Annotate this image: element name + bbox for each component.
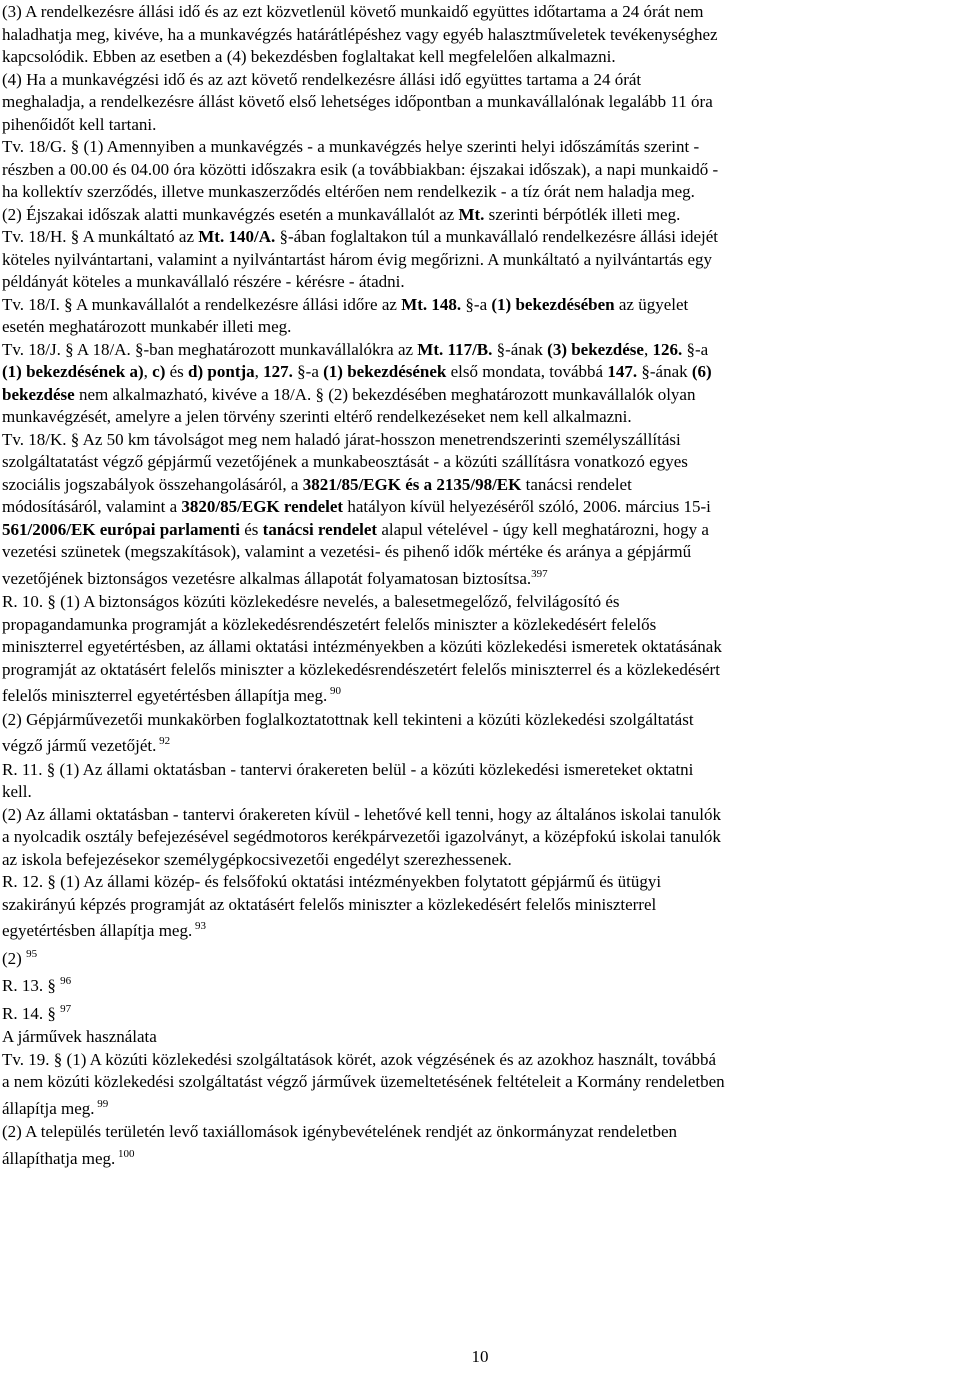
text-segment: §-ában foglaltakon túl a munkavállaló rendelkezésre állási idejét [275,227,718,246]
footnote-reference: 92 [156,735,171,747]
text-segment: az ügyelet [614,294,689,314]
text-segment: kell. [2,782,32,801]
text-segment: állapítja meg. [2,1098,95,1118]
footnote-reference: 96 [60,975,72,987]
text-segment: nem alkalmazható, kivéve a 18/A. § (2) bekezdésében meghatározott munkavállalók olyan [74,384,696,404]
text-segment: hatályon kívül helyezéséről szóló, 2006. március 15-i [343,497,711,516]
text-segment: köteles nyilvántartani, valamint a nyilvántartást három évig megőrizni. A munkáltató a nyilvántartás egy [2,249,713,269]
footnote-reference: 95 [26,947,38,960]
text-segment: pihenőidőt kell tartani. [2,114,157,134]
text-segment: R. 12. § (1) Az állami közép- és felsőfokú oktatási intézményekben folytatott gépjármű és ütügyi [2,872,662,891]
text-line [2,91,956,114]
text-segment: szolgáltatatást végző gépjármű vezetőjének a munkabeosztását - a közúti szállításra vonatkozó egyes [2,452,688,471]
text-segment: (3) A rendelkezésre állási idő és az ezt közvetlenül követő munkaidő együttes időtartama a 24 órát nem [2,2,704,21]
text-segment: vezetőjének biztonságos vezetésre alkalmas állapotát folyamatosan biztosítsa. [2,568,532,588]
bold-text-segment: 3820/85/EGK rendelet [181,497,344,516]
text-line [2,659,956,682]
text-line [2,681,956,709]
bold-text-segment: (6) [691,362,712,381]
text-segment: szerinti bérpótlék illeti meg. [484,204,681,224]
text-line [2,564,956,592]
text-segment: felelős miniszterrel egyetértésben állapítja meg. [2,686,328,705]
document-body [2,1,956,1171]
text-segment: Tv. 18/H. § A munkáltató az [2,227,199,246]
text-line [2,871,956,894]
text-segment: állapíthatja meg. [2,1148,116,1168]
bold-text-segment: (1) bekezdésének a) [2,362,144,381]
text-line [2,944,956,972]
text-segment: programját az oktatásért felelős miniszter a közlekedésrendészetért felelős miniszterrel és a közlekedésért [2,659,720,679]
footnote-reference: 397 [531,567,548,580]
text-line [2,1026,956,1049]
text-line [2,971,956,999]
text-line [2,384,956,407]
text-line [2,429,956,452]
bold-text-segment: Mt. 148. [401,294,462,314]
text-line [2,1049,956,1072]
text-line [2,69,956,92]
text-segment: (4) Ha a munkavégzési idő és az azt követő rendelkezésre állási idő együttes tartama a 24 órát [2,69,642,89]
text-segment: Tv. 18/G. § (1) Amennyiben a munkavégzés - a munkavégzés helye szerinti helyi időszámítás szerint - [2,137,700,156]
text-segment: módosításáról, valamint a [2,497,182,516]
text-line [2,1121,956,1144]
text-segment: §-ának [637,362,692,381]
text-segment: R. 10. § (1) A biztonságos közúti közlekedésre nevelés, a balesetmegelőző, felvilágosító és [2,592,620,611]
text-segment: A járművek használata [2,1027,157,1046]
footnote-reference: 99 [94,1097,109,1110]
text-segment: szakirányú képzés programját az oktatásért felelős miniszter a közlekedésért felelős miniszterrel [2,894,657,914]
text-segment: , [254,362,264,381]
text-segment: R. 13. § [2,976,61,995]
text-segment: az iskola befejezésekor személygépkocsivezetői engedélyt szerezhessenek. [2,849,512,869]
text-line [2,999,956,1027]
text-line [2,1144,956,1172]
bold-text-segment: d) pontja [188,362,255,381]
text-segment: §-ának [492,339,548,359]
bold-text-segment: (1) bekezdésében [491,294,615,314]
bold-text-segment: 561/2006/EK európai parlamenti [2,519,240,539]
text-line [2,24,956,47]
text-segment: tanácsi rendelet [521,474,632,494]
text-segment: esetén meghatározott munkabér illeti meg. [2,317,292,336]
bold-text-segment: 147. [607,362,638,381]
text-line [2,114,956,137]
footnote-reference: 100 [115,1147,135,1160]
bold-text-segment: Mt. 140/A. [198,227,276,246]
bold-text-segment: bekezdése [2,384,75,404]
text-segment: a nyolcadik osztály befejezésével segédmotoros kerékpárvezetői igazolványt, a középfokú iskolai tanulók [2,827,721,846]
text-segment: első mondata, továbbá [446,362,608,381]
text-segment: vezetési szünetek (megszakítások), valamint a vezetési- és pihenő idők mértéke és aránya a gépjármű [2,542,692,561]
text-line [2,636,956,659]
text-line [2,204,956,227]
footnote-reference: 93 [192,920,206,932]
footnote-reference: 97 [60,1002,72,1015]
text-segment: és [240,519,263,539]
text-line [2,316,956,339]
text-line [2,591,956,614]
bold-text-segment: (3) bekezdése [547,339,644,359]
text-line [2,519,956,542]
text-line [2,249,956,272]
text-line [2,339,956,362]
text-line [2,541,956,564]
text-segment: §-a [461,294,492,314]
text-segment: szociális jogszabályok összehangolásáról, a [2,474,303,494]
bold-text-segment: 3821/85/EGK és a 2135/98/EK [302,474,522,494]
text-segment: propagandamunka programját a közlekedésrendészetért felelős miniszter a közlekedésért felelős [2,614,657,634]
text-line [2,614,956,637]
text-segment: (2) Gépjárművezetői munkakörben foglalkoztatottnak kell tekinteni a közúti közlekedési szolgáltatást [2,709,694,729]
text-segment: kapcsolódik. Ebben az esetben a (4) bekezdésben foglaltakat kell megfelelően alkalmazni. [2,47,616,66]
text-segment: Tv. 18/I. § A munkavállalót a rendelkezésre állási időre az [2,294,402,314]
bold-text-segment: (1) bekezdésének [323,362,447,381]
page-number: 10 [471,1347,489,1366]
text-segment: miniszterrel egyetértésben, az állami oktatási intézményekben a közúti közlekedési ismeretek oktatásának [2,637,722,656]
text-segment: munkavégzését, amelyre a jelen törvény szerinti eltérő rendelkezéseket nem kell alkalmazni. [2,407,632,426]
text-line [2,496,956,519]
footnote-reference: 90 [327,685,341,697]
text-line [2,1,956,24]
text-line [2,709,956,732]
text-segment: (2) A település területén levő taxiállomások igénybevételének rendjét az önkormányzat rendeletben [2,1122,678,1141]
text-line [2,294,956,317]
text-segment: ha kollektív szerződés, illetve munkaszerződés eltérően nem rendelkezik - a tíz órát nem haladja meg. [2,182,695,201]
text-line [2,781,956,804]
text-segment: alapul vételével - úgy kell meghatározni, hogy a [377,519,709,539]
text-line [2,731,956,759]
text-line [2,804,956,827]
text-line [2,916,956,944]
bold-text-segment: Mt. [458,204,485,224]
bold-text-segment: 126. [652,339,683,359]
text-segment: Tv. 19. § (1) A közúti közlekedési szolgáltatások körét, azok végzésének és az azokhoz használt, továbbá [2,1049,717,1069]
bold-text-segment: c) [152,362,166,381]
text-segment: R. 14. § [2,1003,61,1023]
text-segment: , [143,362,153,381]
bold-text-segment: Mt. 117/B. [417,339,493,359]
text-line [2,406,956,429]
text-line [2,46,956,69]
text-line [2,894,956,917]
text-line [2,136,956,159]
text-segment: (2) Éjszakai időszak alatti munkavégzés esetén a munkavállalót az [2,204,459,224]
bold-text-segment: tanácsi rendelet [262,519,378,539]
text-line [2,226,956,249]
text-segment: , [643,339,653,359]
text-segment: haladhatja meg, kivéve, ha a munkavégzés határátlépéshez vagy egyéb halasztműveletek tevékenységhez [2,24,718,44]
text-segment: a nem közúti közlekedési szolgáltatást végző járművek üzemeltetésének feltételeit a Kormány rendeletben [2,1072,725,1091]
text-line [2,826,956,849]
text-segment: §-a [292,362,324,381]
text-segment: (2) Az állami oktatásban - tantervi órakereten kívül - lehetővé kell tenni, hogy az általános iskolai tanulók [2,804,721,824]
text-segment: részben a 00.00 és 04.00 óra közötti időszakra esik (a továbbiakban: éjszakai időszak), a napi munkaidő - [2,159,719,179]
text-line [2,451,956,474]
bold-text-segment: 127. [263,362,293,381]
text-segment: R. 11. § (1) Az állami oktatásban - tantervi órakereten belül - a közúti közlekedési ismereteket oktatni [2,759,694,779]
text-line [2,159,956,182]
text-line [2,271,956,294]
text-segment: §-a [682,339,709,359]
text-line [2,181,956,204]
text-line [2,1094,956,1122]
text-segment: végző jármű vezetőjét. [2,736,157,755]
text-segment: meghaladja, a rendelkezésre állást követő első lehetséges időpontban a munkavállalónak legalább 11 óra [2,92,713,111]
text-line [2,474,956,497]
text-segment: példányát köteles a munkavállaló részére - kérésre - átadni. [2,272,405,291]
text-segment: Tv. 18/J. § A 18/A. §-ban meghatározott munkavállalókra az [2,339,418,359]
text-line [2,1071,956,1094]
text-line [2,361,956,384]
text-segment: (2) [2,948,27,968]
text-segment: egyetértésben állapítja meg. [2,921,193,940]
text-segment: és [165,362,189,381]
text-segment: Tv. 18/K. § Az 50 km távolságot meg nem haladó járat-hosszon menetrendszerinti személyszállítási [2,429,681,449]
text-line [2,759,956,782]
text-line [2,849,956,872]
